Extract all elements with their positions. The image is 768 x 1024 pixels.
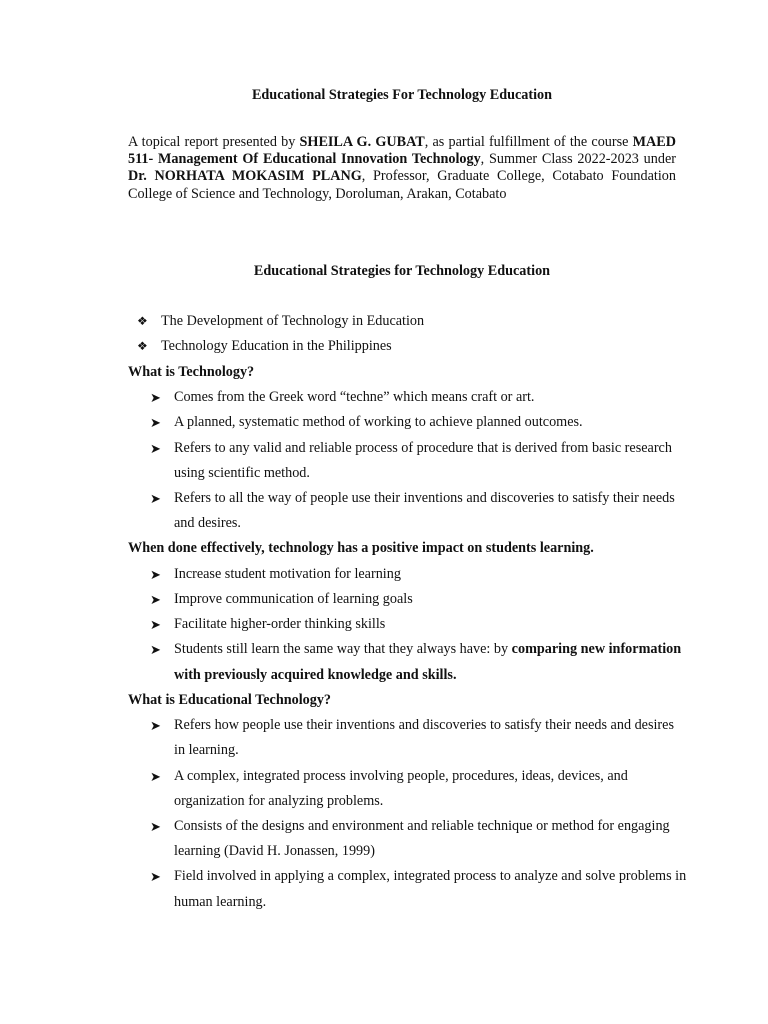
list-item — [128, 385, 688, 410]
professor-name: Dr. NORHATA MOKASIM PLANG — [128, 168, 362, 185]
section-title: Educational Strategies for Technology Education — [253, 263, 551, 279]
list-item — [128, 486, 688, 536]
arrow-bullet-icon: ➤ — [150, 390, 161, 406]
heading-impact: When done effectively, technology has a positive impact on students learning. — [128, 540, 594, 557]
diamond-bullet-icon: ❖ — [137, 339, 148, 354]
list-item-text: Increase student motivation for learning — [174, 565, 401, 582]
list-item-bold-text: comparing new information with previously acquired knowledge and skills. — [174, 641, 682, 683]
arrow-bullet-icon: ➤ — [150, 592, 161, 608]
list-item — [128, 410, 688, 435]
list-item — [128, 864, 688, 914]
arrow-bullet-icon: ➤ — [150, 642, 161, 658]
document-title: Educational Strategies For Technology Education — [251, 87, 553, 103]
educational-technology-list — [128, 713, 688, 915]
course-name: MAED 511- Management Of Educational Innovation Technology — [128, 134, 676, 168]
list-item-text: Refers how people use their inventions and discoveries to satisfy their needs and desires in learning. — [174, 717, 674, 759]
list-item — [128, 713, 688, 763]
list-item-text: Comes from the Greek word “techne” which means craft or art. — [174, 389, 535, 406]
intro-text-3: , Summer Class 2022-2023 under — [480, 151, 676, 168]
arrow-bullet-icon: ➤ — [150, 718, 161, 734]
arrow-bullet-icon: ➤ — [150, 566, 161, 582]
diamond-bullet-icon: ❖ — [137, 314, 148, 328]
topic-label: Technology Education in the Philippines — [161, 338, 392, 355]
list-item — [128, 562, 688, 587]
intro-paragraph — [128, 134, 676, 203]
list-item-text: Refers to any valid and reliable process of procedure that is derived from basic research using scientific method. — [174, 439, 672, 481]
list-item-text: Facilitate higher-order thinking skills — [174, 616, 386, 633]
arrow-bullet-icon: ➤ — [150, 869, 161, 885]
list-item-text: Students still learn the same way that they always have: by — [174, 641, 512, 658]
topic-item — [128, 334, 688, 359]
topic-item — [128, 309, 688, 334]
content-body — [128, 309, 688, 915]
heading-educational-technology: What is Educational Technology? — [128, 691, 332, 708]
list-item — [128, 814, 688, 864]
arrow-bullet-icon: ➤ — [150, 491, 161, 507]
list-item-text: Improve communication of learning goals — [174, 591, 413, 608]
author-name: SHEILA G. GUBAT — [299, 134, 425, 150]
arrow-bullet-icon: ➤ — [150, 440, 161, 456]
impact-list — [128, 562, 688, 688]
arrow-bullet-icon: ➤ — [150, 617, 161, 633]
list-item — [128, 436, 688, 486]
list-item-text: Consists of the designs and environment and reliable technique or method for engaging learning (David H. Jonassen, 1999) — [174, 818, 670, 860]
topic-list — [128, 309, 688, 360]
technology-list — [128, 385, 688, 536]
intro-text-2: , as partial fulfillment of the course — [424, 134, 633, 150]
list-item — [128, 764, 688, 814]
arrow-bullet-icon: ➤ — [150, 768, 161, 784]
arrow-bullet-icon: ➤ — [150, 819, 161, 835]
list-item-text: A complex, integrated process involving people, procedures, ideas, devices, and organization for analyzing problems. — [174, 767, 628, 809]
intro-text-1: A topical report presented by — [128, 134, 300, 150]
heading-what-is-technology: What is Technology? — [128, 363, 255, 380]
arrow-bullet-icon: ➤ — [150, 415, 161, 431]
list-item-text: Refers to all the way of people use their inventions and discoveries to satisfy their needs and desires. — [174, 490, 675, 532]
intro-text-4: , Professor, Graduate College, Cotabato Foundation College of Science and Technology, Doroluman, Arakan, Cotabato — [128, 168, 676, 202]
list-item — [128, 637, 688, 687]
list-item-text: Field involved in applying a complex, integrated process to analyze and solve problems in human learning. — [174, 868, 687, 910]
topic-label: The Development of Technology in Education — [161, 313, 425, 329]
list-item-text: A planned, systematic method of working to achieve planned outcomes. — [174, 414, 583, 431]
list-item — [128, 612, 688, 637]
list-item — [128, 587, 688, 612]
